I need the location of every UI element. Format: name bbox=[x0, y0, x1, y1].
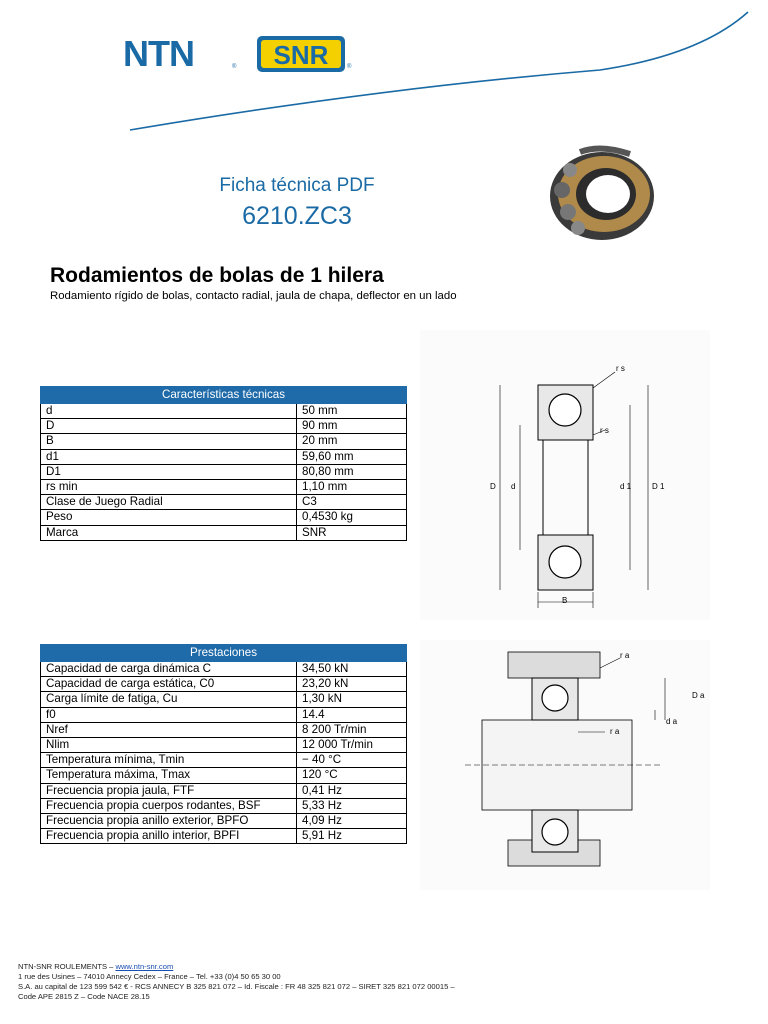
row-value: 0,41 Hz bbox=[297, 783, 407, 798]
row-label: D bbox=[41, 419, 297, 434]
row-value: 1,10 mm bbox=[297, 479, 407, 494]
row-value: 50 mm bbox=[297, 404, 407, 419]
mounting-drawing bbox=[420, 640, 710, 890]
row-value: 80,80 mm bbox=[297, 464, 407, 479]
row-value: 20 mm bbox=[297, 434, 407, 449]
row-value: 120 °C bbox=[297, 768, 407, 783]
bearing-photo bbox=[540, 140, 660, 250]
table-row bbox=[41, 722, 407, 737]
row-value: C3 bbox=[297, 495, 407, 510]
table-row bbox=[41, 404, 407, 419]
row-label: Temperatura máxima, Tmax bbox=[41, 768, 297, 783]
bearing-dimension-drawing bbox=[420, 330, 710, 620]
header-swoosh bbox=[130, 12, 748, 130]
svg-text:NTN: NTN bbox=[123, 33, 194, 74]
table-row bbox=[41, 464, 407, 479]
dim-label: r a bbox=[610, 727, 620, 736]
table-row bbox=[41, 768, 407, 783]
table-row bbox=[41, 798, 407, 813]
row-label: rs min bbox=[41, 479, 297, 494]
row-label: Frecuencia propia jaula, FTF bbox=[41, 783, 297, 798]
svg-text:®: ® bbox=[232, 64, 237, 70]
dim-label: r s bbox=[600, 426, 609, 435]
row-label: d1 bbox=[41, 449, 297, 464]
table-row bbox=[41, 419, 407, 434]
row-label: Frecuencia propia anillo exterior, BPFO bbox=[41, 813, 297, 828]
row-label: Nlim bbox=[41, 737, 297, 752]
row-value: 34,50 kN bbox=[297, 662, 407, 677]
row-value: 12 000 Tr/min bbox=[297, 737, 407, 752]
snr-logo bbox=[257, 36, 352, 72]
row-label: D1 bbox=[41, 464, 297, 479]
row-label: f0 bbox=[41, 707, 297, 722]
table-row bbox=[41, 783, 407, 798]
table-row bbox=[41, 434, 407, 449]
table-row bbox=[41, 449, 407, 464]
row-label: Carga límite de fatiga, Cu bbox=[41, 692, 297, 707]
row-value: 1,30 kN bbox=[297, 692, 407, 707]
footer-legal: S.A. au capital de 123 599 542 € - RCS ANNECY B 325 821 072 – Id. Fiscale : FR 48 325 821 072 – SIRET 325 821 072 00015 – bbox=[18, 982, 455, 991]
product-subtitle: Rodamiento rígido de bolas, contacto radial, jaula de chapa, deflector en un lado bbox=[50, 290, 457, 302]
part-number-title: 6210.ZC3 bbox=[242, 202, 352, 230]
ntn-logo bbox=[123, 33, 237, 74]
table-row bbox=[41, 692, 407, 707]
table-row bbox=[41, 813, 407, 828]
row-value: 0,4530 kg bbox=[297, 510, 407, 525]
table-row bbox=[41, 737, 407, 752]
row-label: Clase de Juego Radial bbox=[41, 495, 297, 510]
row-label: Marca bbox=[41, 525, 297, 540]
row-value: 5,33 Hz bbox=[297, 798, 407, 813]
row-value: 59,60 mm bbox=[297, 449, 407, 464]
perf-table-header: Prestaciones bbox=[41, 645, 407, 662]
table-row bbox=[41, 495, 407, 510]
svg-text:®: ® bbox=[347, 64, 352, 70]
doc-type-title: Ficha técnica PDF bbox=[219, 175, 375, 196]
table-row bbox=[41, 662, 407, 677]
dim-label: d 1 bbox=[620, 482, 632, 491]
footer bbox=[18, 962, 455, 1002]
row-value: 14.4 bbox=[297, 707, 407, 722]
row-value: 5,91 Hz bbox=[297, 829, 407, 844]
table-row bbox=[41, 829, 407, 844]
row-label: d bbox=[41, 404, 297, 419]
table-row bbox=[41, 479, 407, 494]
row-value: 8 200 Tr/min bbox=[297, 722, 407, 737]
table-row bbox=[41, 753, 407, 768]
product-title: Rodamientos de bolas de 1 hilera bbox=[50, 264, 384, 287]
row-label: Nref bbox=[41, 722, 297, 737]
dim-label: D bbox=[490, 482, 496, 491]
row-label: Capacidad de carga dinámica C bbox=[41, 662, 297, 677]
row-label: Temperatura mínima, Tmin bbox=[41, 753, 297, 768]
dim-label: d bbox=[511, 482, 516, 491]
table-row bbox=[41, 525, 407, 540]
footer-company: NTN-SNR ROULEMENTS – bbox=[18, 962, 116, 971]
svg-text:SNR: SNR bbox=[273, 40, 329, 70]
dim-label: r s bbox=[616, 364, 625, 373]
row-label: B bbox=[41, 434, 297, 449]
table-row bbox=[41, 510, 407, 525]
table-row bbox=[41, 677, 407, 692]
dim-label: B bbox=[562, 596, 568, 605]
tech-specs-table bbox=[40, 386, 407, 541]
row-value: − 40 °C bbox=[297, 753, 407, 768]
row-value: SNR bbox=[297, 525, 407, 540]
row-label: Peso bbox=[41, 510, 297, 525]
footer-website-link[interactable]: www.ntn-snr.com bbox=[115, 962, 174, 971]
dim-label: d a bbox=[666, 717, 678, 726]
row-value: 90 mm bbox=[297, 419, 407, 434]
performance-table bbox=[40, 644, 407, 844]
row-label: Frecuencia propia anillo interior, BPFI bbox=[41, 829, 297, 844]
row-value: 23,20 kN bbox=[297, 677, 407, 692]
row-label: Capacidad de carga estática, C0 bbox=[41, 677, 297, 692]
row-value: 4,09 Hz bbox=[297, 813, 407, 828]
tech-table-header: Características técnicas bbox=[41, 387, 407, 404]
row-label: Frecuencia propia cuerpos rodantes, BSF bbox=[41, 798, 297, 813]
header-banner bbox=[0, 0, 768, 140]
table-row bbox=[41, 707, 407, 722]
footer-codes: Code APE 2815 Z – Code NACE 28.15 bbox=[18, 992, 150, 1001]
dim-label: D a bbox=[692, 691, 705, 700]
dim-label: D 1 bbox=[652, 482, 665, 491]
dim-label: r a bbox=[620, 651, 630, 660]
footer-address: 1 rue des Usines – 74010 Annecy Cedex – France – Tel. +33 (0)4 50 65 30 00 bbox=[18, 972, 281, 981]
